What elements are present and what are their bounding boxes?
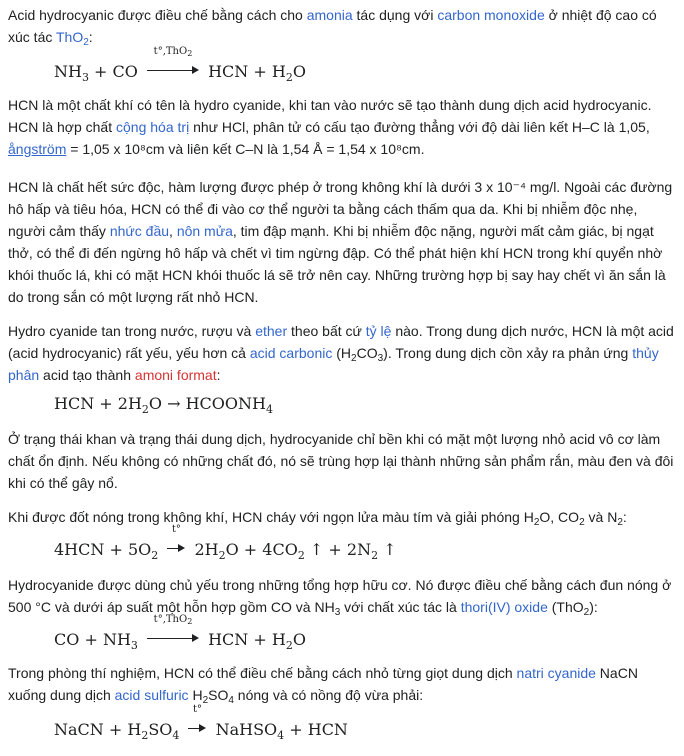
text: theo bất cứ	[287, 323, 366, 339]
eq-subscript: 2	[285, 71, 293, 84]
eq-subscript: 2	[297, 549, 305, 562]
text: :	[622, 509, 627, 525]
reaction-condition	[147, 46, 199, 57]
text: , tim đập mạnh. Khi bị nhiễm độc nặng, người mất cảm giác, bị ngạt thở, có thể đi đến ngừng hô hấp và chết vì tim ngừng đập. Có thể phát hiện khí HCN trong khí quyển nhờ khói thuốc lá, khi có mặt HCN khói thuốc lá sẽ trở nên cay. Những trường hợp bị say hay chết vì ăn sắn là do trong sắn có một lượng rất nhỏ HCN.	[8, 223, 666, 305]
text: HCN là chất hết sức độc, hàm lượng được phép ở trong không khí là dưới 3 x 10⁻⁴ mg/l. Ngoài các đường hô hấp và tiêu hóa, HCN có thể đi vào cơ thể người ta bằng cách thấm qua da. Khi bị nhiễm độc nhẹ, người cảm thấy	[8, 179, 673, 239]
equation-2	[54, 394, 273, 416]
paragraph-3	[8, 176, 678, 308]
eq-term: O	[292, 630, 306, 649]
link-carbon-monoxide[interactable]: carbon monoxide	[437, 7, 545, 23]
reaction-arrow	[167, 524, 185, 559]
text: Acid hydrocyanic được điều chế bằng cách cho	[8, 7, 307, 23]
eq-subscript: 2	[141, 403, 149, 416]
eq-term: HCN + H	[208, 630, 286, 649]
text: Khi được đốt nóng trong không khí, HCN cháy với ngọn lửa màu tím và giải phóng H	[8, 509, 534, 525]
text: HCN là một chất khí có tên là hydro cyanide, khi tan vào nước sẽ tạo thành dung dịch acid hydrocyanic. HCN là hợp chất	[8, 97, 652, 135]
eq-subscript: 3	[130, 639, 138, 652]
eq-subscript: 2	[151, 549, 159, 562]
eq-term: + CO	[88, 62, 138, 81]
link-text: ThO	[56, 29, 84, 45]
reaction-condition	[147, 614, 199, 625]
subscript: 3	[377, 353, 384, 364]
link-sodium-cyanide[interactable]: natri cyanide	[516, 665, 596, 681]
link-sulfuric-acid[interactable]: acid sulfuric	[114, 687, 189, 703]
eq-term: NH	[54, 62, 82, 81]
eq-term: HCN + 2H	[54, 394, 142, 413]
link-thorium-dioxide[interactable]	[56, 29, 89, 48]
subscript: 4	[228, 695, 234, 706]
cond-subscript: 2	[187, 617, 193, 626]
text: ở nhiệt độ cao có xúc tác	[8, 7, 657, 45]
equation-3	[54, 524, 397, 562]
text: CO	[356, 345, 378, 361]
eq-term: O + 4CO	[225, 540, 298, 559]
cond-text: t°,ThO	[153, 46, 188, 57]
eq-term: SO	[148, 720, 173, 739]
subscript: 2	[351, 353, 357, 364]
arrow-icon	[147, 634, 199, 644]
text: :	[216, 367, 221, 383]
text: như HCl, phân tử có cấu tạo đường thẳng với độ dài liên kết H–C là 1,05,	[189, 119, 650, 135]
eq-term: ↑ + 2N	[304, 540, 372, 559]
cond-subscript: 2	[187, 49, 193, 58]
paragraph-1	[8, 4, 678, 48]
text: ). Trong dung dịch cồn xảy ra phản ứng	[383, 345, 633, 361]
text: Ở trạng thái khan và trạng thái dung dịch, hydrocyanide chỉ bền khi có mặt một lượng nhỏ acid vô cơ làm chất ổn định. Nếu không có những chất đó, nó sẽ trùng hợp lại thành những sản phẩm rắn, màu đen và đôi khi có thể gây nổ.	[8, 431, 674, 491]
arrow-icon	[147, 66, 199, 76]
subscript: 2	[202, 695, 209, 706]
eq-term: NaHSO	[215, 720, 278, 739]
text: (ThO	[547, 599, 584, 615]
cond-text: t°,ThO	[153, 614, 188, 625]
text: ,	[169, 223, 177, 239]
eq-subscript: 4	[172, 729, 180, 742]
text: :	[88, 29, 93, 45]
paragraph-7	[8, 574, 678, 618]
paragraph-8	[8, 662, 678, 706]
reaction-arrow	[147, 46, 199, 81]
subscript: 2	[533, 517, 540, 528]
eq-subscript: 4	[265, 403, 273, 416]
eq-subscript: 3	[81, 71, 89, 84]
link-hydrolysis[interactable]: thủy phân	[8, 345, 659, 383]
eq-term: O → HCOONH	[148, 394, 266, 413]
subscript: 2	[583, 607, 590, 618]
text: H	[188, 687, 203, 703]
text: với chất xúc tác là	[340, 599, 461, 615]
link-covalent-bond[interactable]: cộng hóa trị	[116, 119, 190, 135]
text: ):	[589, 599, 598, 615]
paragraph-5	[8, 428, 678, 494]
equation-4	[54, 614, 306, 652]
eq-term: NaCN + H	[54, 720, 142, 739]
text: nào. Trong dung dịch nước, HCN là một acid (acid hydrocyanic) rất yếu, yếu hơn cả	[8, 323, 674, 361]
eq-term: 4HCN + 5O	[54, 540, 152, 559]
subscript: 2	[617, 517, 623, 528]
link-angstrom[interactable]: ångström	[8, 141, 67, 157]
subscript: 2	[579, 517, 585, 528]
link-amonia[interactable]: amonia	[306, 7, 353, 23]
text: tác dụng với	[352, 7, 438, 23]
reaction-arrow	[147, 614, 199, 649]
text: Hydrocyanide được dùng chủ yếu trong những tổng hợp hữu cơ. Nó được điều chế bằng cách đun nóng ở 500 °C và dưới áp suất một hỗn hợp gồm CO và NH	[8, 577, 672, 615]
eq-subscript: 4	[277, 729, 285, 742]
paragraph-2	[8, 94, 678, 160]
reaction-arrow	[188, 704, 206, 739]
text: và N	[584, 509, 618, 525]
link-carbonic-acid[interactable]: acid carbonic	[249, 345, 333, 361]
link-vomiting[interactable]: nôn mửa	[176, 223, 233, 239]
paragraph-4	[8, 320, 678, 386]
text: SO	[208, 687, 229, 703]
eq-subscript: 2	[218, 549, 226, 562]
arrow-icon	[188, 724, 206, 734]
eq-term: 2H	[194, 540, 219, 559]
link-thorium-oxide[interactable]: thori(IV) oxide	[460, 599, 548, 615]
equation-5	[54, 704, 348, 742]
text: NaCN xuống dung dịch	[8, 665, 638, 703]
eq-term: + HCN	[284, 720, 348, 739]
eq-term: O	[292, 62, 306, 81]
eq-term: CO + NH	[54, 630, 131, 649]
eq-term: HCN + H	[208, 62, 286, 81]
link-headache[interactable]: nhức đầu	[109, 223, 170, 239]
text: Hydro cyanide tan trong nước, rượu và	[8, 323, 256, 339]
arrow-icon	[167, 544, 185, 554]
link-ammonium-formate[interactable]: amoni format	[134, 367, 217, 383]
eq-subscript: 2	[141, 729, 149, 742]
equation-1	[54, 46, 306, 84]
text: Trong phòng thí nghiệm, HCN có thể điều chế bằng cách nhỏ từng giọt dung dịch	[8, 665, 517, 681]
text: (H	[332, 345, 352, 361]
link-ratio[interactable]: tỷ lệ	[365, 323, 392, 339]
reaction-condition: t°	[171, 524, 181, 535]
subscript: 3	[334, 607, 341, 618]
eq-subscript: 2	[371, 549, 379, 562]
text: = 1,05 x 10⁸cm và liên kết C–N là 1,54 Å = 1,54 x 10⁸cm.	[66, 141, 425, 157]
eq-term: ↑	[378, 540, 397, 559]
text: acid tạo thành	[39, 367, 135, 383]
paragraph-6	[8, 506, 678, 528]
eq-subscript: 2	[285, 639, 293, 652]
text: nóng và có nồng độ vừa phải:	[233, 687, 424, 703]
reaction-condition: t°	[192, 704, 202, 715]
text: O, CO	[539, 509, 580, 525]
subscript: 2	[83, 37, 89, 48]
link-ether[interactable]: ether	[255, 323, 288, 339]
